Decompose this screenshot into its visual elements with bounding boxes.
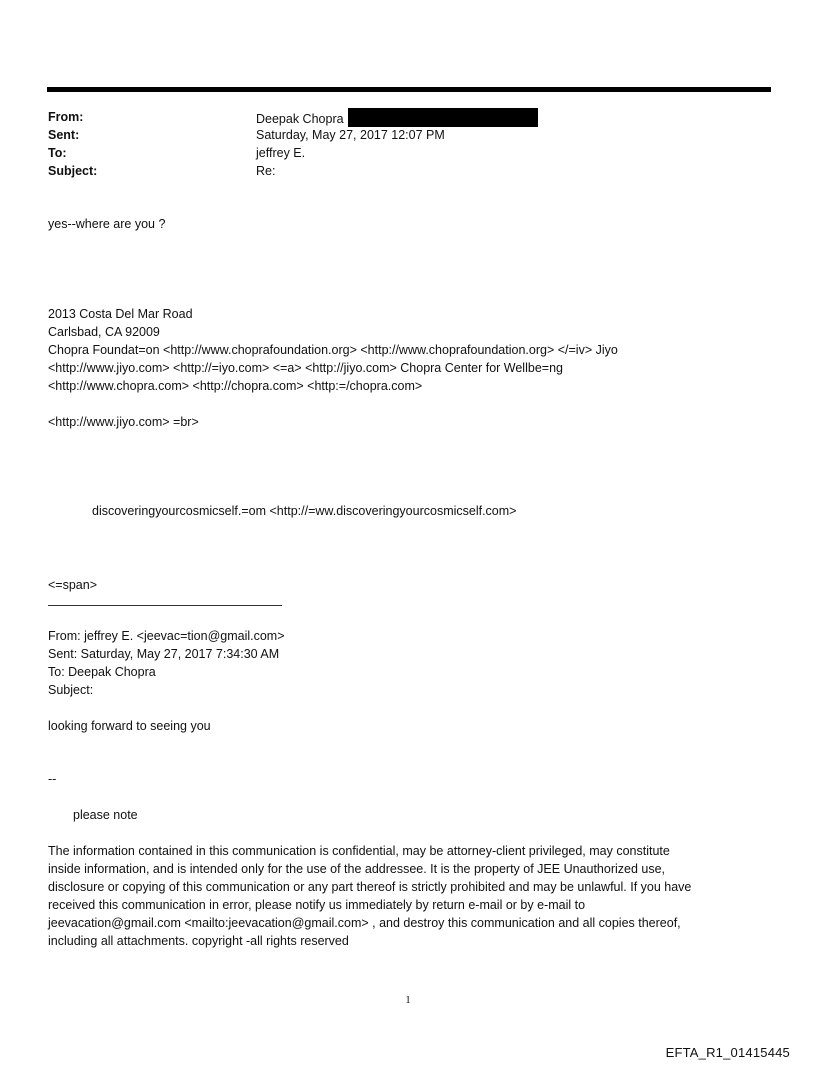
- signature-line-5: <http://www.chopra.com> <http://chopra.com> <http:=/chopra.com>: [48, 379, 423, 393]
- disclaimer-line-4: received this communication in error, please notify us immediately by return e-mail or by e-mail to: [48, 898, 586, 912]
- quoted-sent: Sent: Saturday, May 27, 2017 7:34:30 AM: [48, 647, 280, 661]
- span-tag-line: <=span>: [48, 578, 98, 592]
- from-name: Deepak Chopra: [256, 112, 344, 126]
- from-row: [48, 108, 768, 126]
- disclaimer-line-6: including all attachments. copyright -all rights reserved: [48, 934, 349, 948]
- disclaimer-line-5: jeevacation@gmail.com <mailto:jeevacation@gmail.com> , and destroy this communication and all copies thereof,: [48, 916, 681, 930]
- disclaimer-line-2: inside information, and is intended only for the use of the addressee. It is the property of JEE Unauthorized use,: [48, 862, 666, 876]
- quoted-subject: Subject:: [48, 683, 94, 697]
- redaction-block: [348, 108, 538, 127]
- jiyo-link-line: <http://www.jiyo.com> =br>: [48, 415, 199, 429]
- header-top-rule: [47, 87, 771, 92]
- confidentiality-disclaimer: [48, 842, 768, 950]
- quoted-from: From: jeffrey E. <jeevac=tion@gmail.com>: [48, 629, 285, 643]
- signature-line-1: 2013 Costa Del Mar Road: [48, 307, 193, 321]
- quoted-message: looking forward to seeing you: [48, 719, 211, 733]
- from-label: From:: [48, 110, 84, 124]
- subject-value: Re:: [256, 164, 276, 178]
- disclaimer-line-3: disclosure or copying of this communication or any part thereof is strictly prohibited and may be unlawful. If you have: [48, 880, 692, 894]
- disclaimer-line-1: The information contained in this communication is confidential, may be attorney-client privileged, may constitute: [48, 844, 670, 858]
- to-value: jeffrey E.: [256, 146, 306, 160]
- document-id: EFTA_R1_01415445: [665, 1045, 790, 1060]
- quoted-to: To: Deepak Chopra: [48, 665, 156, 679]
- signature-line-4: <http://www.jiyo.com> <http://=iyo.com> <=a> <http://jiyo.com> Chopra Center for Wellbe=ng: [48, 361, 563, 375]
- reply-text: yes--where are you ?: [48, 217, 166, 231]
- discovering-link-line: discoveringyourcosmicself.=om <http://=ww.discoveringyourcosmicself.com>: [92, 504, 517, 518]
- subject-row: [48, 162, 768, 180]
- sent-label: Sent:: [48, 128, 80, 142]
- subject-label: Subject:: [48, 164, 98, 178]
- to-label: To:: [48, 146, 67, 160]
- signature-dashes: --: [48, 772, 57, 786]
- sent-value: Saturday, May 27, 2017 12:07 PM: [256, 128, 445, 142]
- signature-line-3: Chopra Foundat=on <http://www.choprafoundation.org> <http://www.choprafoundation.org> </=iv> Jiyo: [48, 343, 618, 357]
- signature-line-2: Carlsbad, CA 92009: [48, 325, 160, 339]
- to-row: [48, 144, 768, 162]
- please-note: please note: [73, 808, 138, 822]
- from-value: [256, 108, 538, 128]
- sent-row: [48, 126, 768, 144]
- quote-separator-rule: [48, 605, 282, 606]
- email-header: [48, 108, 768, 180]
- page-number: 1: [405, 994, 411, 1006]
